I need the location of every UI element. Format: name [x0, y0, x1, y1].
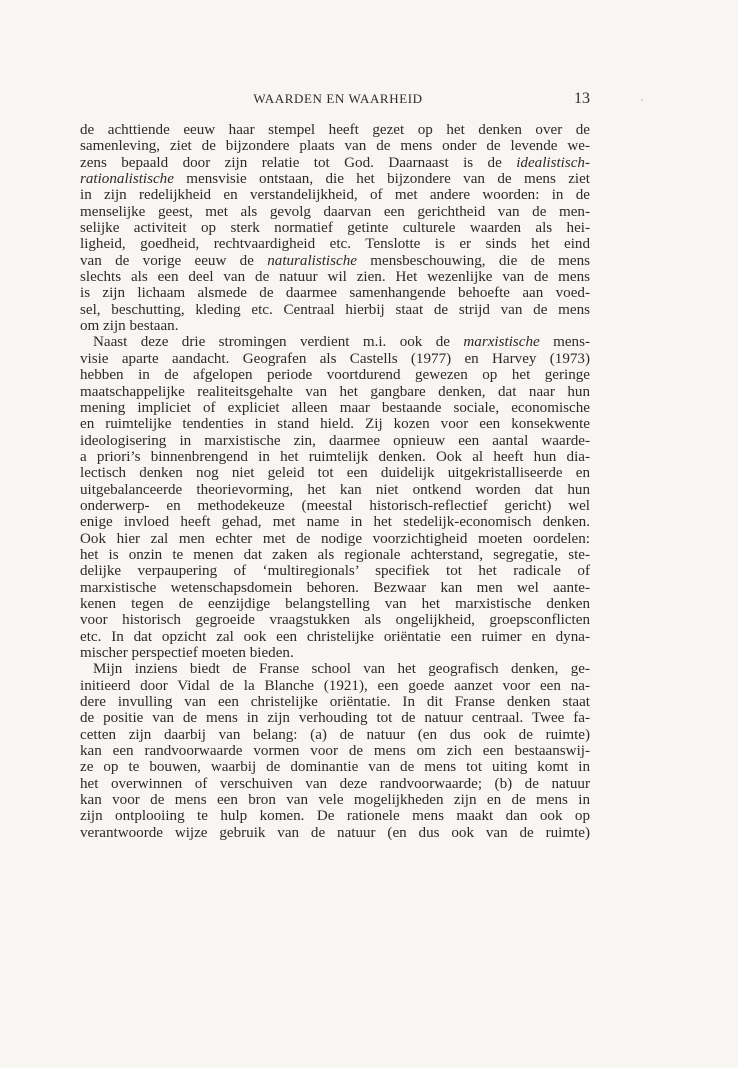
text-segment: dere invulling van een christelijke oriëntatie. In dit Franse denken staat	[80, 694, 590, 711]
text-segment: de achttiende eeuw haar stempel heeft gezet op het denken over de	[80, 122, 590, 138]
text-line	[80, 563, 590, 579]
text-segment: Naast deze drie stromingen verdient m.i. ook de	[93, 334, 464, 351]
text-line	[80, 678, 590, 694]
text-line	[80, 155, 590, 171]
text-segment: enige invloed heeft gehad, met name in het stedelijk-economisch denken.	[80, 514, 590, 531]
running-head	[80, 91, 590, 111]
text-line	[80, 694, 590, 710]
text-segment: initieerd door Vidal de la Blanche (1921), een goede aanzet voor een na-	[80, 677, 590, 694]
text-line	[80, 465, 590, 481]
text-segment: het overwinnen of verschuiven van deze randvoorwaarde; (b) de natuur	[80, 775, 590, 792]
text-segment: mensbeschouwing, die de mens	[356, 252, 590, 269]
text-line	[80, 792, 590, 808]
text-segment: etc. In dat opzicht zal ook een christelijke oriëntatie een ruimer en dyna-	[80, 628, 590, 645]
text-line	[80, 645, 590, 661]
text-segment: kan een randvoorwaarde vormen voor de mens om zich een bestaanswij-	[80, 743, 590, 760]
text-segment: om zijn bestaan.	[80, 318, 179, 335]
running-title: WAARDEN EN WAARHEID	[253, 91, 423, 106]
text-line	[80, 482, 590, 498]
text-segment: mens-	[539, 334, 590, 351]
text-segment: hebben in de afgelopen periode voortdurend gewezen op het geringe	[80, 367, 590, 384]
text-line	[80, 449, 590, 465]
text-segment: kenen tegen de eenzijdige belangstelling van het marxistische denken	[80, 595, 590, 612]
text-line	[80, 580, 590, 596]
text-segment: marxistische wetenschapsdomein behoren. Bezwaar kan men wel aante-	[80, 579, 590, 596]
text-segment: ideologisering in marxistische zin, daarmee opnieuw een aantal waarde-	[80, 432, 590, 449]
text-segment: onderwerp- en methodekeuze (meestal historisch-reflectief gericht) wel	[80, 497, 590, 514]
text-line	[80, 710, 590, 726]
text-segment: sel, beschutting, kleding etc. Centraal hierbij staat de strijd van de mens	[80, 301, 590, 318]
text-segment: voor historisch gegroeide vraagstukken als ongelijkheid, groepsconflicten	[80, 612, 590, 629]
text-line	[80, 629, 590, 645]
text-segment: Ook hier zal men echter met de nodige voorzichtigheid moeten oordelen:	[80, 530, 590, 547]
text-segment: verantwoorde wijze gebruik van de natuur (en dus ook van de ruimte)	[80, 824, 590, 841]
text-segment: menselijke geest, met als gevolg daarvan een gerichtheid van de men-	[80, 203, 590, 220]
text-segment: in zijn redelijkheid en verstandelijkheid, of met andere woorden: in de	[80, 187, 590, 204]
text-line	[80, 318, 590, 334]
text-line	[80, 514, 590, 530]
text-segment: is zijn lichaam alsmede de daarmee samenhangende behoefte aan voed-	[80, 285, 590, 302]
text-line	[80, 596, 590, 612]
text-segment: zens bepaald door zijn relatie tot God. Daarnaast is de	[80, 154, 517, 171]
text-segment: mensvisie ontstaan, die het bijzondere van de mens ziet	[173, 171, 590, 188]
text-line	[80, 759, 590, 775]
text-line	[80, 236, 590, 252]
paper-speck	[641, 99, 643, 101]
text-segment: lectisch denken nog niet geleid tot een duidelijk uitgekristalliseerde en	[80, 465, 590, 482]
text-line	[80, 269, 590, 285]
text-segment: selijke activiteit op sterk normatief getinte culturele waarden als hei-	[80, 220, 590, 237]
text-segment: mischer perspectief moeten bieden.	[80, 645, 294, 661]
text-line	[80, 808, 590, 824]
text-line	[80, 612, 590, 628]
italic-term: naturalistische	[267, 252, 357, 269]
text-segment: van de vorige eeuw de	[80, 252, 268, 269]
text-line	[80, 547, 590, 563]
text-line	[80, 416, 590, 432]
text-segment: Mijn inziens biedt de Franse school van het geografisch denken, ge-	[93, 661, 590, 678]
text-line	[80, 825, 590, 841]
text-line	[80, 384, 590, 400]
text-segment: de positie van de mens in zijn verhouding tot de natuur centraal. Twee fa-	[80, 710, 590, 727]
text-segment: delijke verpaupering of ‘multiregionals’ specifiek tot het radicale of	[80, 563, 590, 580]
text-line	[80, 367, 590, 383]
text-segment: slechts als een deel van de natuur wil zien. Het wezenlijke van de mens	[80, 269, 590, 286]
text-line	[80, 776, 590, 792]
text-line	[80, 302, 590, 318]
text-line	[80, 433, 590, 449]
text-segment: ligheid, goedheid, rechtvaardigheid etc. Tenslotte is er sinds het eind	[80, 236, 590, 253]
text-line	[80, 285, 590, 301]
text-line	[80, 531, 590, 547]
text-line	[80, 220, 590, 236]
text-segment: cetten zijn daarbij van belang: (a) de natuur (en dus ook de ruimte)	[80, 726, 590, 743]
body-text	[80, 122, 590, 841]
text-segment: maatschappelijke realiteitsgehalte van het gangbare denken, dat naar hun	[80, 383, 590, 400]
text-line	[80, 743, 590, 759]
text-line	[80, 122, 590, 138]
text-line	[80, 138, 590, 154]
page-number: 13	[574, 90, 590, 107]
text-line	[80, 661, 590, 677]
italic-term: rationalistische	[80, 171, 174, 188]
text-segment: het is onzin te menen dat zaken als regionale achterstand, segregatie, ste-	[80, 546, 590, 563]
text-segment: samenleving, ziet de bijzondere plaats van de mens onder de levende we-	[80, 138, 590, 155]
text-segment: ze op te bouwen, waarbij de dominantie van de mens tot uiting komt in	[80, 759, 590, 776]
text-line	[80, 187, 590, 203]
italic-term: marxistische	[463, 334, 540, 351]
text-line	[80, 204, 590, 220]
text-line	[80, 400, 590, 416]
text-line	[80, 334, 590, 350]
text-line	[80, 171, 590, 187]
text-line	[80, 498, 590, 514]
text-segment: en ruimtelijke tendenties in stand hield. Zij kozen voor een konsekwente	[80, 416, 590, 433]
italic-term: idealistisch-	[516, 154, 590, 171]
text-segment: mening impliciet of expliciet alleen maar bestaande sociale, economische	[80, 399, 590, 416]
text-segment: uitgebalanceerde theorievorming, het kan niet ontkend worden dat hun	[80, 481, 590, 498]
text-segment: visie aparte aandacht. Geografen als Castells (1977) en Harvey (1973)	[80, 350, 590, 367]
text-segment: zijn ontplooiing te hulp komen. De rationele mens maakt dan ook op	[80, 808, 590, 825]
text-segment: kan voor de mens een bron van vele mogelijkheden zijn en de mens in	[80, 792, 590, 809]
text-segment: a priori’s binnenbrengend in het ruimtelijk denken. Ook al heeft hun dia-	[80, 448, 590, 465]
text-line	[80, 727, 590, 743]
text-line	[80, 253, 590, 269]
text-line	[80, 351, 590, 367]
